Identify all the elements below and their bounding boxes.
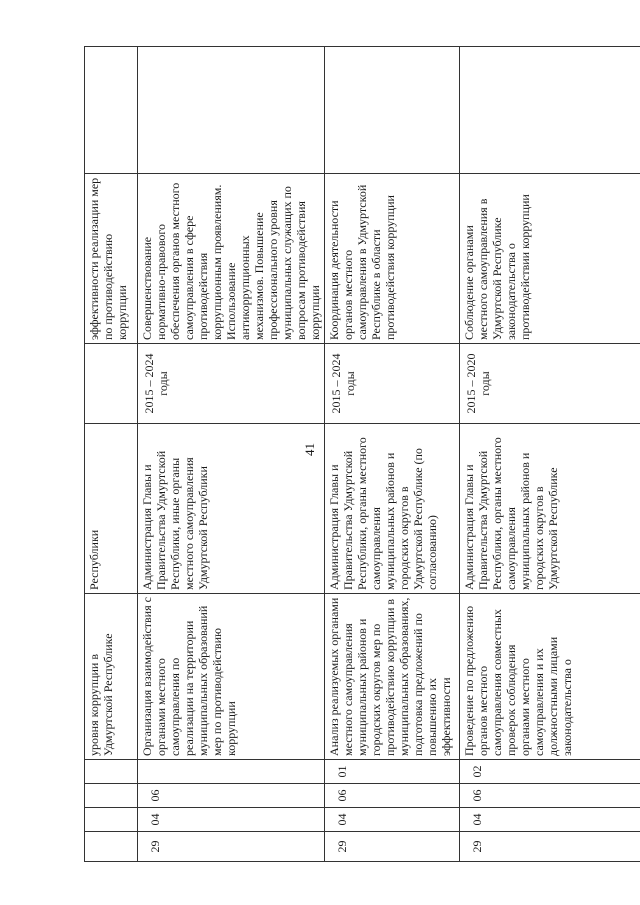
cell-period: 2015 – 2024 годы <box>138 344 325 424</box>
table-row-fragment <box>85 47 138 862</box>
table-row <box>460 47 640 862</box>
cell-code-m <box>85 760 138 784</box>
cell-code-om: 06 <box>325 784 460 808</box>
cell-executor: Республики <box>85 424 138 594</box>
cell-link <box>138 47 325 174</box>
cell-link <box>85 47 138 174</box>
table-row <box>138 47 325 862</box>
cell-name: Организация взаимодействия с органами местного самоуправления по реализации на территории муниципальных образований мер по противодействию коррупции <box>138 594 325 760</box>
cell-code-pp: 04 <box>325 808 460 832</box>
cell-code-m <box>138 760 325 784</box>
cell-code-om: 06 <box>138 784 325 808</box>
cell-link <box>460 47 640 174</box>
cell-result: Соблюдение органами местного самоуправления в Удмуртской Республике законодательства о противодействии коррупции <box>460 174 640 344</box>
cell-code-pp: 04 <box>138 808 325 832</box>
cell-result: Координация деятельности органов местного самоуправления в Удмуртской Республике в области противодействия коррупции <box>325 174 460 344</box>
cell-code-gp: 29 <box>460 832 640 862</box>
cell-result: эффективности реализации мер по противодействию коррупции <box>85 174 138 344</box>
cell-code-m: 02 <box>460 760 640 784</box>
rotated-table-wrapper <box>84 47 576 862</box>
cell-executor: Администрация Главы и Правительства Удмуртской Республики, органы местного самоуправления муниципальных районов и городских округов в Удмуртской Республике (по согласованию) <box>325 424 460 594</box>
cell-code-gp: 29 <box>325 832 460 862</box>
cell-executor: Администрация Главы и Правительства Удмуртской Республики, органы местного самоуправления муниципальных районов и городских округов в Удмуртской Республике <box>460 424 640 594</box>
cell-period: 2015 – 2020 годы <box>460 344 640 424</box>
cell-name: Анализ реализуемых органами местного самоуправления муниципальных районов и городских округов мер по противодействию коррупции в муниципальных образованиях, подготовка предложений по повышению их эффективности <box>325 594 460 760</box>
page-number: 41 <box>302 443 317 456</box>
cell-code-om <box>85 784 138 808</box>
table-row <box>325 47 460 862</box>
cell-code-gp: 29 <box>138 832 325 862</box>
cell-name: Проведение по предложению органов местного самоуправления совместных проверок соблюдения органами местного самоуправления и их должностными лицами законодательства о <box>460 594 640 760</box>
cell-period <box>85 344 138 424</box>
cell-code-om: 06 <box>460 784 640 808</box>
cell-result: Совершенствование нормативно-правового обеспечения органов местного самоуправления в сфере противодействия коррупционным проявлениям. Использование антикоррупционных механизмов. Повышение профессионального уровня муниципальных служащих по вопросам противодействия коррупции <box>138 174 325 344</box>
cell-code-pp <box>85 808 138 832</box>
cell-code-m: 01 <box>325 760 460 784</box>
cell-executor: Администрация Главы и Правительства Удмуртской Республики, иные органы местного самоуправления Удмуртской Республики <box>138 424 325 594</box>
cell-link <box>325 47 460 174</box>
cell-name: уровня коррупции в Удмуртской Республике <box>85 594 138 760</box>
cell-code-pp: 04 <box>460 808 640 832</box>
cell-period: 2015 – 2024 годы <box>325 344 460 424</box>
cell-code-gp <box>85 832 138 862</box>
measures-table <box>84 46 640 862</box>
